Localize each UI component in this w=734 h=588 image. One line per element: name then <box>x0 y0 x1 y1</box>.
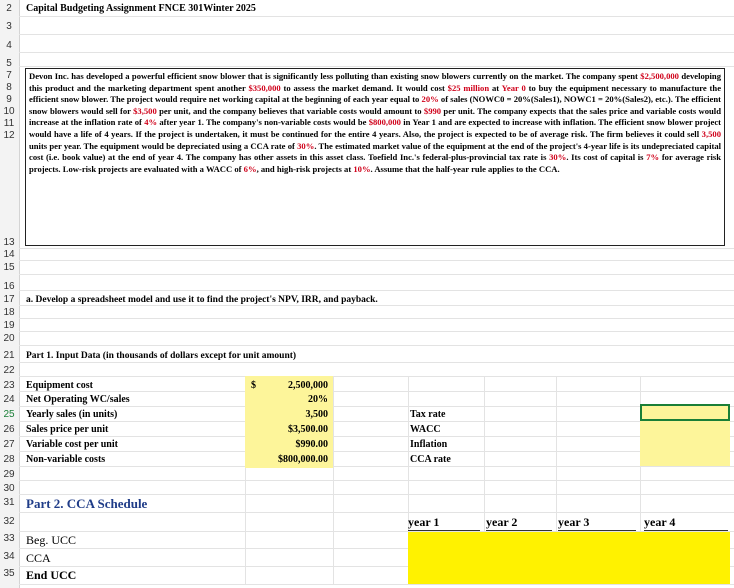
row-number[interactable]: 15 <box>3 262 15 273</box>
row-gridline <box>19 66 734 67</box>
year-1-header[interactable]: year 1 <box>408 515 480 531</box>
value-nonvariable-cost[interactable]: $800,000.00 <box>278 454 328 465</box>
column-gridline <box>333 376 334 584</box>
row-number[interactable]: 35 <box>3 568 15 579</box>
row-number[interactable]: 12 <box>3 130 15 141</box>
label-cca-rate[interactable]: CCA rate <box>410 454 451 465</box>
row-number[interactable]: 25 <box>3 409 15 420</box>
row-number[interactable]: 8 <box>6 82 12 93</box>
label-tax-rate[interactable]: Tax rate <box>410 409 446 420</box>
row-gridline <box>19 406 734 407</box>
row-gridline <box>19 331 734 332</box>
row-number[interactable]: 20 <box>3 333 15 344</box>
label-yearly-sales[interactable]: Yearly sales (in units) <box>26 409 118 420</box>
row-number[interactable]: 10 <box>3 106 15 117</box>
row-number[interactable]: 34 <box>3 551 15 562</box>
row-gridline <box>19 345 734 346</box>
row-number[interactable]: 28 <box>3 454 15 465</box>
label-end-ucc[interactable]: End UCC <box>26 568 77 582</box>
value-variable-cost[interactable]: $990.00 <box>295 439 328 450</box>
row-number[interactable]: 11 <box>3 118 15 129</box>
value-nowc-sales[interactable]: 20% <box>308 394 328 405</box>
row-number[interactable]: 30 <box>3 483 15 494</box>
row-number[interactable]: 14 <box>3 249 15 260</box>
label-nonvariable-cost[interactable]: Non-variable costs <box>26 454 106 465</box>
cca-schedule-inputs[interactable] <box>408 532 730 584</box>
row-number[interactable]: 18 <box>3 307 15 318</box>
row-number[interactable]: 31 <box>3 497 15 508</box>
value-equipment-cost[interactable]: 2,500,000 <box>288 380 328 391</box>
row-gridline <box>19 584 734 585</box>
label-nowc-sales[interactable]: Net Operating WC/sales <box>26 394 130 405</box>
value-yearly-sales[interactable]: 3,500 <box>305 409 328 420</box>
year-2-header[interactable]: year 2 <box>486 515 552 531</box>
row-number[interactable]: 24 <box>3 394 15 405</box>
part1-title[interactable]: Part 1. Input Data (in thousands of dollars except for unit amount) <box>26 351 297 361</box>
row-number[interactable]: 16 <box>3 281 15 292</box>
row-gridline <box>19 436 734 437</box>
label-wacc[interactable]: WACC <box>410 424 441 435</box>
row-number[interactable]: 4 <box>6 40 12 51</box>
row-gridline <box>19 391 734 392</box>
row-number[interactable]: 5 <box>6 58 12 69</box>
row-number[interactable]: 32 <box>3 516 15 527</box>
row-gridline <box>19 318 734 319</box>
row-number[interactable]: 13 <box>3 237 15 248</box>
row-gridline <box>19 480 734 481</box>
row-gridline <box>19 260 734 261</box>
label-equipment-cost[interactable]: Equipment cost <box>26 380 93 391</box>
row-gridline <box>19 376 734 377</box>
row-gridline <box>19 290 734 291</box>
year-4-header[interactable]: year 4 <box>644 515 728 531</box>
row-number[interactable]: 22 <box>3 365 15 376</box>
row-gridline <box>19 512 734 513</box>
sheet-title[interactable]: Capital Budgeting Assignment FNCE 301Winter 2025 <box>26 3 256 14</box>
row-number[interactable]: 9 <box>6 94 12 105</box>
row-gridline <box>19 451 734 452</box>
row-number[interactable]: 21 <box>3 350 15 361</box>
row-number[interactable]: 26 <box>3 424 15 435</box>
row-gridline <box>19 466 734 467</box>
selected-cell[interactable] <box>640 404 730 421</box>
year-3-header[interactable]: year 3 <box>558 515 636 531</box>
label-cca[interactable]: CCA <box>26 551 51 565</box>
row-gridline <box>19 274 734 275</box>
row-number[interactable]: 29 <box>3 469 15 480</box>
label-variable-cost[interactable]: Variable cost per unit <box>26 439 118 450</box>
row-number[interactable]: 23 <box>3 380 15 391</box>
task-a-text[interactable]: a. Develop a spreadsheet model and use it to find the project's NPV, IRR, and payback. <box>26 295 378 305</box>
part2-title[interactable]: Part 2. CCA Schedule <box>26 496 148 511</box>
value-sales-price[interactable]: $3,500.00 <box>288 424 328 435</box>
row-gridline <box>19 52 734 53</box>
row-number[interactable]: 27 <box>3 439 15 450</box>
row-number[interactable]: 33 <box>3 533 15 544</box>
problem-text-box[interactable]: Devon Inc. has developed a powerful efficient snow blower that is significantly less polluting than existing snow blowers currently on the market. The company spent $2,500,000 developing this product and the marketing department spent another $350,000 to assess the market demand. It would cost $25 million at Year 0 to buy the equipment necessary to manufacture the efficient snow blower. The project would require net working capital at the beginning of each year equal to 20% of sales (NOWC0 = 20%(Sales1), NOWC1 = 20%(Sales2), etc.). The efficient snow blowers would sell for $3,500 per unit, and the company believes that variable costs would amount to $990 per unit. The company expects that the sales price and variable costs would increase at the inflation rate of 4% after year 1. The company's non-variable costs would be $800,000 in Year 1 and are expected to increase with inflation. The efficient snow blower project would have a life of 4 years. If the project is undertaken, it must be continued for the entire 4 years. Also, the project is expected to be of average risk. The firm believes it could sell 3,500 units per year. The equipment would be depreciated using a CCA rate of 30%. The estimated market value of the equipment at the end of the project's 4-year life is its undepreciated capital cost (i.e. book value) at the end of year 4. The company has other assets in this asset class. Toefield Inc.'s federal-plus-provincial tax rate is 30%. Its cost of capital is 7% for average risk projects. Low-risk projects are evaluated with a WACC of 6%, and high-risk projects at 10%. Assume that the half-year rule applies to the CCA. <box>25 68 725 246</box>
row-gridline <box>19 421 734 422</box>
row-gridline <box>19 362 734 363</box>
row-number[interactable]: 19 <box>3 320 15 331</box>
row-gridline <box>19 16 734 17</box>
label-beg-ucc[interactable]: Beg. UCC <box>26 533 77 547</box>
row-gridline <box>19 248 734 249</box>
row-number[interactable]: 17 <box>3 294 15 305</box>
dollar-sign: $ <box>251 380 256 391</box>
row-number[interactable]: 7 <box>6 70 12 81</box>
label-sales-price[interactable]: Sales price per unit <box>26 424 109 435</box>
label-inflation[interactable]: Inflation <box>410 439 448 450</box>
row-gridline <box>19 34 734 35</box>
row-number[interactable]: 3 <box>6 21 12 32</box>
row-gridline <box>19 494 734 495</box>
row-number[interactable]: 2 <box>6 3 12 14</box>
